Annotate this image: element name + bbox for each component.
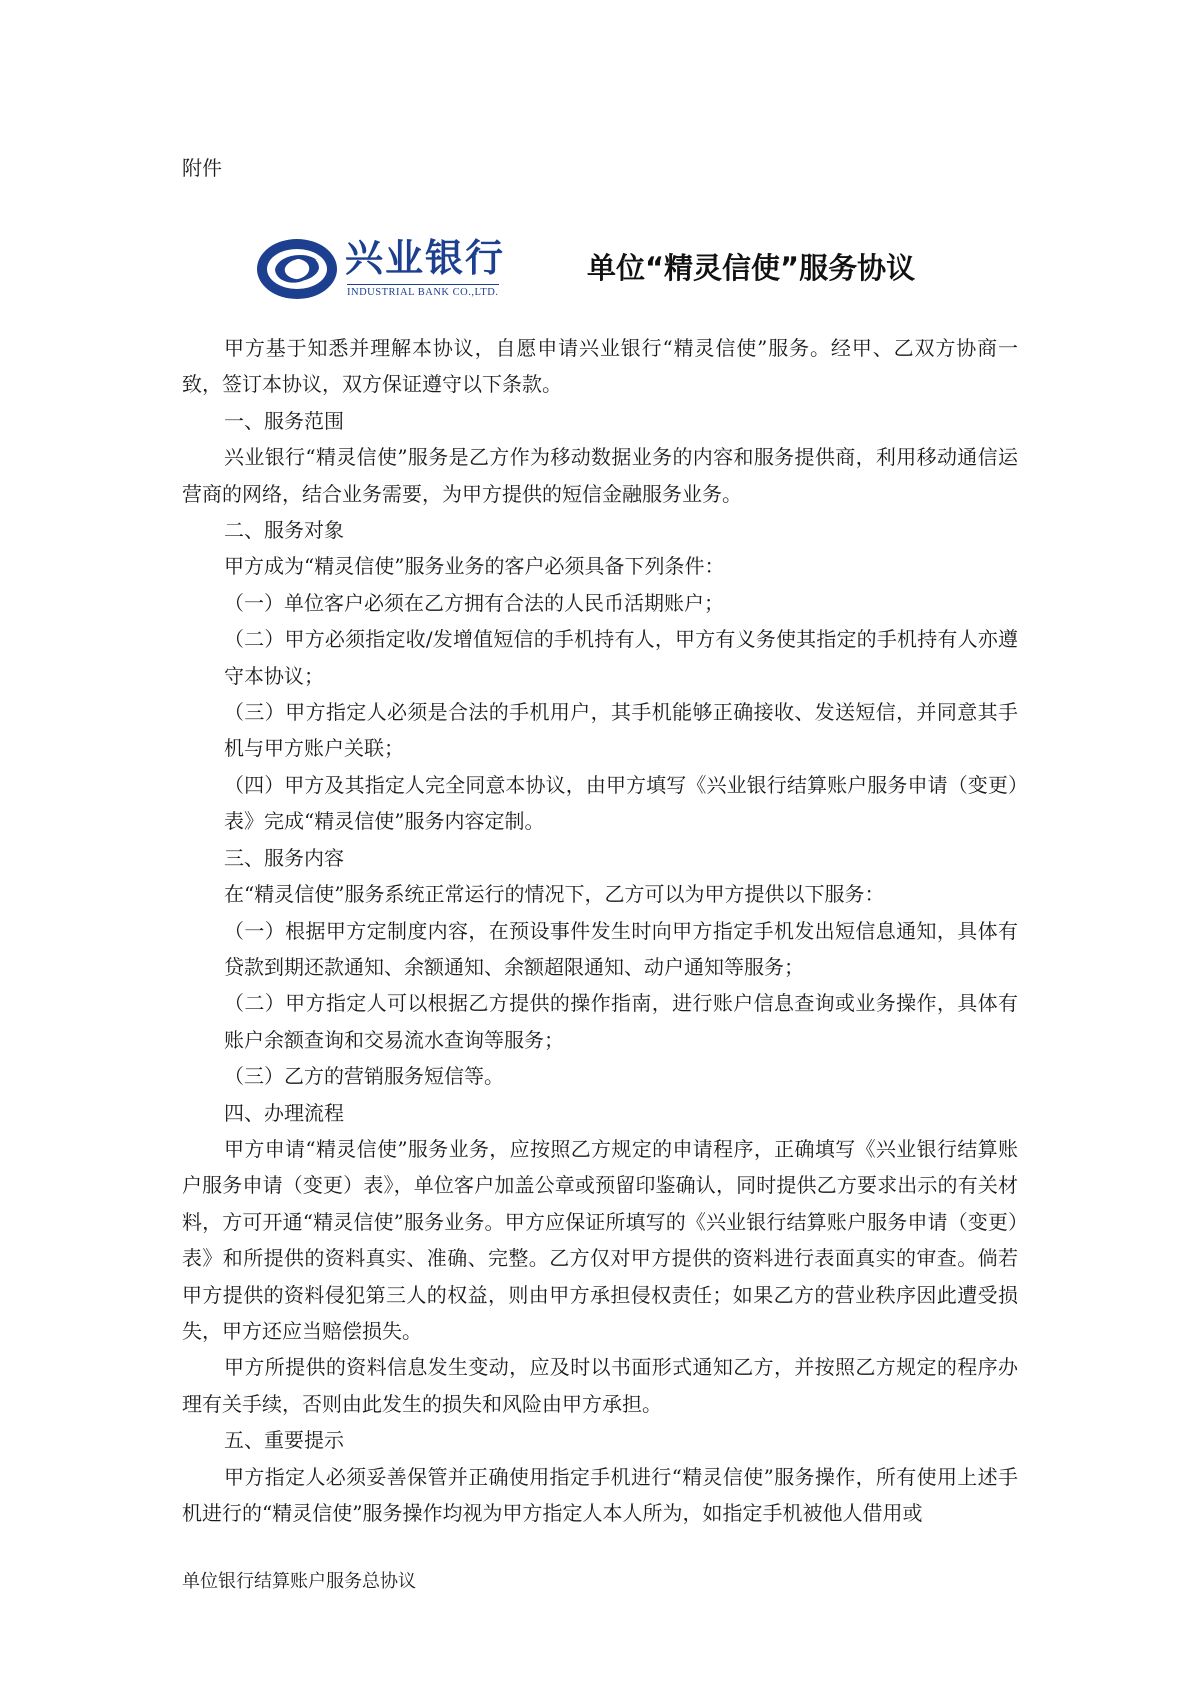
agreement-paragraph: 甲方申请“精灵信使”服务业务，应按照乙方规定的申请程序，正确填写《兴业银行结算账户服务申请（变更）表》，单位客户加盖公章或预留印鉴确认，同时提供乙方要求出示的有关材料，方可开通“精灵信使”服务业务。甲方应保证所填写的《兴业银行结算账户服务申请（变更）表》和所提供的资料真实、准确、完整。乙方仅对甲方提供的资料进行表面真实的审查。倘若甲方提供的资料侵犯第三人的权益，则由甲方承担侵权责任；如果乙方的营业秩序因此遭受损失，甲方还应当赔偿损失。 (182, 1136, 1018, 1343)
agreement-paragraph: 二、服务对象 (224, 518, 344, 543)
agreement-paragraph: 一、服务范围 (224, 408, 344, 433)
agreement-paragraph: 三、服务内容 (224, 845, 344, 870)
agreement-paragraph: （三）甲方指定人必须是合法的手机用户，其手机能够正确接收、发送短信，并同意其手机与甲方账户关联； (224, 700, 1018, 761)
logo-name-cn: 兴业银行 (345, 236, 506, 280)
agreement-paragraph: 五、重要提示 (224, 1428, 344, 1453)
agreement-paragraph: 甲方指定人必须妥善保管并正确使用指定手机进行“精灵信使”服务操作，所有使用上述手机进行的“精灵信使”服务操作均视为甲方指定人本人所为，如指定手机被他人借用或 (182, 1464, 1018, 1525)
agreement-paragraph: 甲方所提供的资料信息发生变动，应及时以书面形式通知乙方，并按照乙方规定的程序办理有关手续，否则由此发生的损失和风险由甲方承担。 (182, 1355, 1018, 1416)
agreement-paragraph: （三）乙方的营销服务短信等。 (224, 1064, 504, 1089)
agreement-paragraph: （二）甲方指定人可以根据乙方提供的操作指南，进行账户信息查询或业务操作，具体有账户余额查询和交易流水查询等服务； (224, 991, 1018, 1052)
agreement-paragraph: 四、办理流程 (224, 1100, 344, 1125)
agreement-paragraph: （四）甲方及其指定人完全同意本协议，由甲方填写《兴业银行结算账户服务申请（变更）表》完成“精灵信使”服务内容定制。 (224, 772, 1018, 834)
agreement-paragraph: 兴业银行“精灵信使”服务是乙方作为移动数据业务的内容和服务提供商，利用移动通信运营商的网络，结合业务需要，为甲方提供的短信金融服务业务。 (182, 445, 1018, 506)
industrial-bank-logo (255, 234, 525, 306)
logo-name-en: INDUSTRIAL BANK CO.,LTD. (347, 284, 499, 300)
agreement-paragraph: 在“精灵信使”服务系统正常运行的情况下，乙方可以为甲方提供以下服务： (224, 882, 885, 907)
page-footer: 单位银行结算账户服务总协议 (182, 1571, 416, 1592)
attachment-label: 附件 (182, 156, 222, 180)
document-header (255, 234, 1015, 306)
agreement-paragraph: 甲方基于知悉并理解本协议，自愿申请兴业银行“精灵信使”服务。经甲、乙双方协商一致，签订本协议，双方保证遵守以下条款。 (182, 336, 1018, 397)
agreement-paragraph: 甲方成为“精灵信使”服务业务的客户必须具备下列条件： (224, 554, 725, 579)
agreement-body (182, 330, 1018, 1531)
document-title: 单位“精灵信使”服务协议 (587, 251, 916, 285)
agreement-paragraph: （一）根据甲方定制度内容，在预设事件发生时向甲方指定手机发出短信息通知，具体有贷款到期还款通知、余额通知、余额超限通知、动户通知等服务； (224, 918, 1018, 979)
bank-emblem-icon (255, 236, 339, 302)
agreement-paragraph: （一）单位客户必须在乙方拥有合法的人民币活期账户； (224, 590, 724, 615)
agreement-paragraph: （二）甲方必须指定收/发增值短信的手机持有人，甲方有义务使其指定的手机持有人亦遵守本协议； (224, 627, 1018, 688)
